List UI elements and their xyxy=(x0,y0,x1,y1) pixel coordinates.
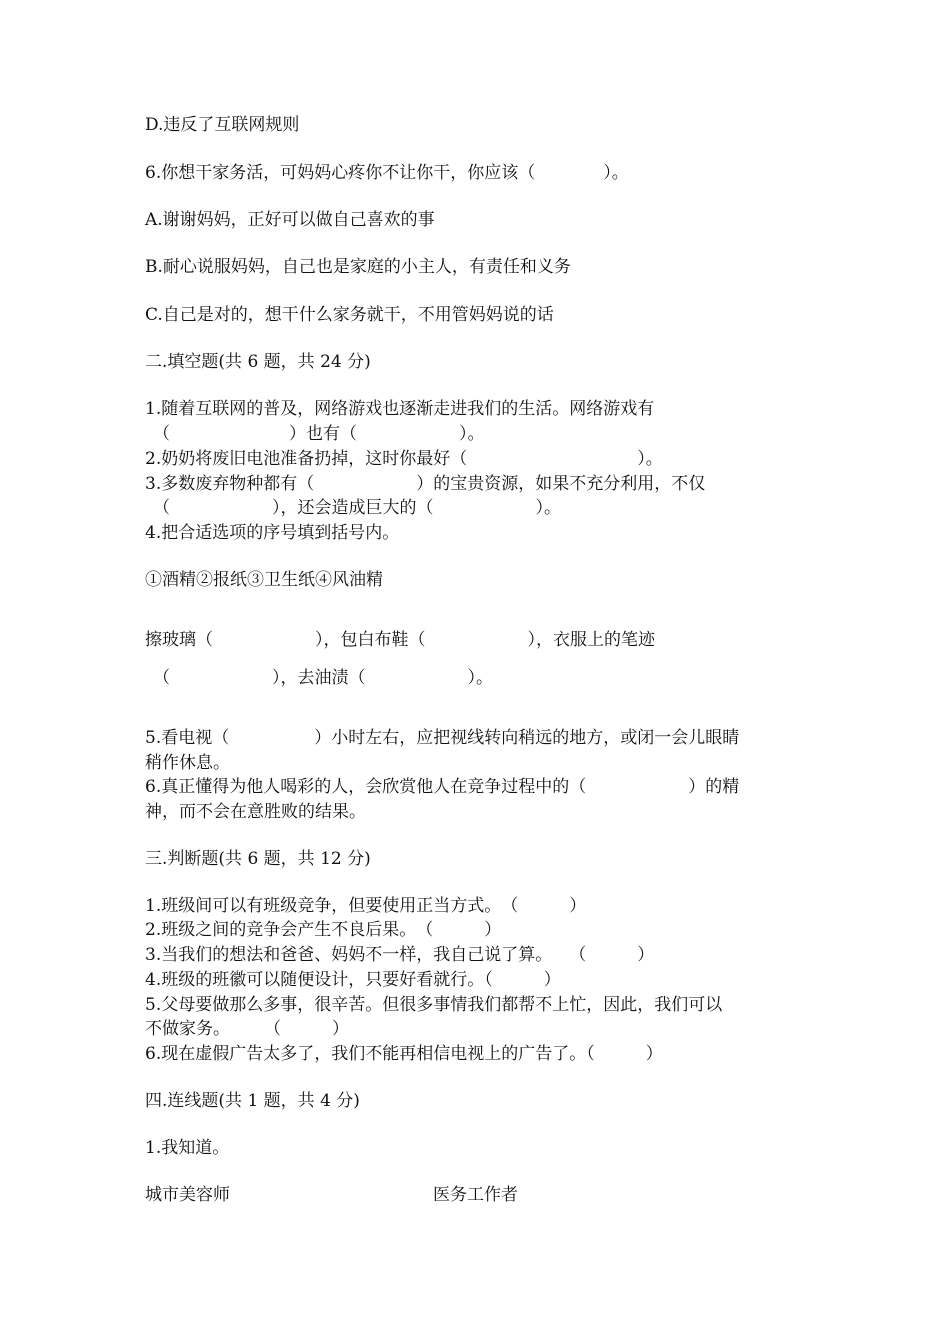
fill-q3-line2: （ ），还会造成巨大的（ ）。 xyxy=(153,498,561,518)
fill-q1-line1: 1.随着互联网的普及，网络游戏也逐渐走进我们的生活。网络游戏有 xyxy=(145,399,655,419)
match-right-item: 医务工作者 xyxy=(433,1185,518,1205)
judge-q6: 6.现在虚假广告太多了，我们不能再相信电视上的广告了。（ ） xyxy=(145,1044,663,1064)
option-c: C.自己是对的，想干什么家务就干，不用管妈妈说的话 xyxy=(145,305,554,325)
judge-q5-line2: 不做家务。 （ ） xyxy=(145,1019,349,1039)
fill-q5-line2: 稍作休息。 xyxy=(145,753,230,773)
match-q1: 1.我知道。 xyxy=(145,1138,230,1158)
fill-q4-intro: 4.把合适选项的序号填到括号内。 xyxy=(145,523,400,543)
judge-q3: 3.当我们的想法和爸爸、妈妈不一样，我自己说了算。 （ ） xyxy=(145,945,655,965)
section-heading-judgment: 三.判断题(共 6 题，共 12 分) xyxy=(145,849,371,869)
fill-q1-line2: （ ）也有（ ）。 xyxy=(153,424,485,444)
judge-q1: 1.班级间可以有班级竞争，但要使用正当方式。 （ ） xyxy=(145,896,587,916)
option-a: A.谢谢妈妈，正好可以做自己喜欢的事 xyxy=(145,210,435,230)
fill-q4-line1: 擦玻璃（ ），包白布鞋（ ），衣服上的笔迹 xyxy=(145,630,655,650)
question-6: 6.你想干家务活，可妈妈心疼你不让你干，你应该（ ）。 xyxy=(145,163,629,183)
option-b: B.耐心说服妈妈，自己也是家庭的小主人，有责任和义务 xyxy=(145,257,571,277)
section-heading-fill-in: 二.填空题(共 6 题，共 24 分) xyxy=(145,352,371,372)
fill-q5-line1: 5.看电视（ ）小时左右，应把视线转向稍远的地方，或闭一会儿眼睛 xyxy=(145,728,740,748)
fill-q4-options: ①酒精②报纸③卫生纸④风油精 xyxy=(145,570,383,590)
judge-q2: 2.班级之间的竞争会产生不良后果。 （ ） xyxy=(145,920,502,940)
fill-q6-line2: 神，而不会在意胜败的结果。 xyxy=(145,802,366,822)
match-left-item: 城市美容师 xyxy=(145,1185,230,1205)
judge-q4: 4.班级的班徽可以随便设计，只要好看就行。（ ） xyxy=(145,970,561,990)
fill-q2: 2.奶奶将废旧电池准备扔掉，这时你最好（ ）。 xyxy=(145,449,663,469)
option-d: D.违反了互联网规则 xyxy=(145,115,300,135)
fill-q4-line2: （ ），去油渍（ ）。 xyxy=(153,668,493,688)
judge-q5-line1: 5.父母要做那么多事，很辛苦。但很多事情我们都帮不上忙，因此，我们可以 xyxy=(145,995,723,1015)
fill-q3-line1: 3.多数废弃物种都有（ ）的宝贵资源，如果不充分利用，不仅 xyxy=(145,474,706,494)
section-heading-matching: 四.连线题(共 1 题，共 4 分) xyxy=(145,1091,360,1111)
fill-q6-line1: 6.真正懂得为他人喝彩的人，会欣赏他人在竞争过程中的（ ）的精 xyxy=(145,777,740,797)
